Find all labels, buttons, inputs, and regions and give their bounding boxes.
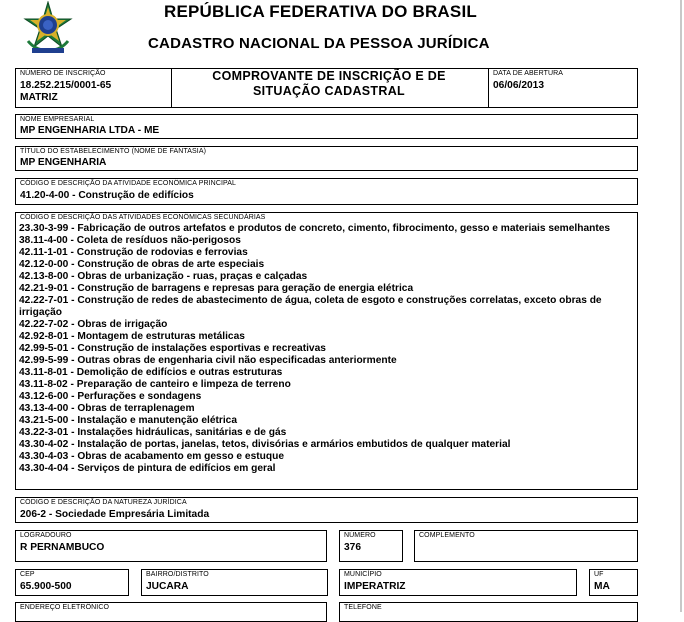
- bairro-box: [141, 569, 328, 596]
- logradouro-label: LOGRADOURO: [20, 532, 72, 539]
- fantasia-label: TÍTULO DO ESTABELECIMENTO (NOME DE FANTASIA): [20, 148, 207, 155]
- atividade-secundaria-item: 42.22-7-02 - Obras de irrigação: [19, 319, 168, 330]
- atividade-secundaria-item: 42.99-5-99 - Outras obras de engenharia civil não especificadas anteriormente: [19, 355, 397, 366]
- cep-box: [15, 569, 129, 596]
- inscricao-label: NÚMERO DE INSCRIÇÃO: [20, 70, 106, 77]
- complemento-box: [414, 530, 638, 562]
- atividades-secundarias-label: CÓDIGO E DESCRIÇÃO DAS ATIVIDADES ECONÔMICAS SECUNDÁRIAS: [20, 214, 266, 221]
- bairro-label: BAIRRO/DISTRITO: [146, 571, 209, 578]
- page-edge-shadow: [680, 0, 682, 612]
- atividade-secundaria-item: 42.92-8-01 - Montagem de estruturas metálicas: [19, 331, 245, 342]
- inscricao-type: MATRIZ: [20, 92, 58, 103]
- atividade-secundaria-item: 43.21-5-00 - Instalação e manutenção elétrica: [19, 415, 238, 426]
- natureza-juridica-value: 206-2 - Sociedade Empresária Limitada: [20, 509, 210, 520]
- atividade-secundaria-item: 23.30-3-99 - Fabricação de outros artefatos e produtos de concreto, cimento, fibrocimento, gesso e materiais semelhantes: [19, 223, 611, 234]
- atividades-secundarias-list: [19, 223, 635, 475]
- atividade-secundaria-item: 42.21-9-01 - Construção de barragens e represas para geração de energia elétrica: [19, 283, 414, 294]
- nome-empresarial-label: NOME EMPRESARIAL: [20, 116, 95, 123]
- fantasia-box: [15, 146, 638, 171]
- logradouro-box: [15, 530, 327, 562]
- abertura-label: DATA DE ABERTURA: [493, 70, 564, 77]
- fantasia-value: MP ENGENHARIA: [20, 157, 107, 168]
- atividade-secundaria-item: 42.12-0-00 - Construção de obras de arte especiais: [19, 259, 265, 270]
- telefone-label: TELEFONE: [344, 604, 382, 611]
- natureza-juridica-label: CÓDIGO E DESCRIÇÃO DA NATUREZA JURÍDICA: [20, 499, 187, 506]
- atividade-secundaria-item: 43.30-4-02 - Instalação de portas, janelas, tetos, divisórias e armários embutidos de qualquer material: [19, 439, 511, 450]
- comprovante-title: [180, 69, 478, 98]
- atividade-principal-label: CÓDIGO E DESCRIÇÃO DA ATIVIDADE ECONÔMICA PRINCIPAL: [20, 180, 237, 187]
- atividade-secundaria-item: 43.11-8-01 - Demolição de edifícios e outras estruturas: [19, 367, 283, 378]
- atividade-principal-value: 41.20-4-00 - Construção de edifícios: [20, 190, 194, 201]
- logradouro-value: R PERNAMBUCO: [20, 542, 105, 553]
- comprovante-line-1: COMPROVANTE DE INSCRIÇÃO E DE: [212, 69, 446, 83]
- nome-empresarial-value: MP ENGENHARIA LTDA - ME: [20, 125, 160, 136]
- municipio-value: IMPERATRIZ: [344, 581, 406, 592]
- atividade-secundaria-item: 38.11-4-00 - Coleta de resíduos não-perigosos: [19, 235, 241, 246]
- inscricao-number: 18.252.215/0001-65: [20, 80, 112, 91]
- atividade-secundaria-item: 42.13-8-00 - Obras de urbanização - ruas, praças e calçadas: [19, 271, 308, 282]
- atividade-secundaria-item: 42.99-5-01 - Construção de instalações esportivas e recreativas: [19, 343, 326, 354]
- municipio-box: [339, 569, 577, 596]
- comprovante-line-2: SITUAÇÃO CADASTRAL: [253, 83, 405, 98]
- abertura-box: [488, 68, 638, 108]
- atividade-secundaria-item: 43.22-3-01 - Instalações hidráulicas, sanitárias e de gás: [19, 427, 287, 438]
- bairro-value: JUCARA: [146, 581, 189, 592]
- atividade-secundaria-item: 43.30-4-03 - Obras de acabamento em gesso e estuque: [19, 451, 284, 462]
- atividade-secundaria-item: 43.11-8-02 - Preparação de canteiro e limpeza de terreno: [19, 379, 291, 390]
- cep-label: CEP: [20, 571, 35, 578]
- atividade-secundaria-item: 43.12-6-00 - Perfurações e sondagens: [19, 391, 202, 402]
- atividade-secundaria-item: 42.22-7-01 - Construção de redes de abastecimento de água, coleta de esgoto e construções correlatas, exceto obras de irrigação: [19, 295, 602, 318]
- abertura-value: 06/06/2013: [493, 80, 544, 91]
- uf-value: MA: [594, 581, 610, 592]
- numero-label: NÚMERO: [344, 532, 376, 539]
- email-box: [15, 602, 327, 622]
- atividade-secundaria-item: 43.30-4-04 - Serviços de pintura de edifícios em geral: [19, 463, 276, 474]
- uf-box: [589, 569, 638, 596]
- cep-value: 65.900-500: [20, 581, 72, 592]
- nome-empresarial-box: [15, 114, 638, 139]
- atividade-principal-box: [15, 178, 638, 205]
- atividades-secundarias-box: [15, 212, 638, 490]
- telefone-box: [339, 602, 638, 622]
- inscricao-box: [15, 68, 172, 108]
- municipio-label: MUNICÍPIO: [344, 571, 382, 578]
- natureza-juridica-box: [15, 497, 638, 523]
- header-title: REPÚBLICA FEDERATIVA DO BRASIL: [164, 2, 477, 21]
- numero-value: 376: [344, 542, 361, 553]
- complemento-label: COMPLEMENTO: [419, 532, 475, 539]
- atividade-secundaria-item: 42.11-1-01 - Construção de rodovias e ferrovias: [19, 247, 248, 258]
- uf-label: UF: [594, 571, 604, 578]
- numero-box: [339, 530, 403, 562]
- email-label: ENDEREÇO ELETRÔNICO: [20, 604, 110, 611]
- atividade-secundaria-item: 43.13-4-00 - Obras de terraplenagem: [19, 403, 195, 414]
- coat-of-arms-icon: [22, 1, 74, 55]
- header-subtitle: CADASTRO NACIONAL DA PESSOA JURÍDICA: [148, 35, 490, 52]
